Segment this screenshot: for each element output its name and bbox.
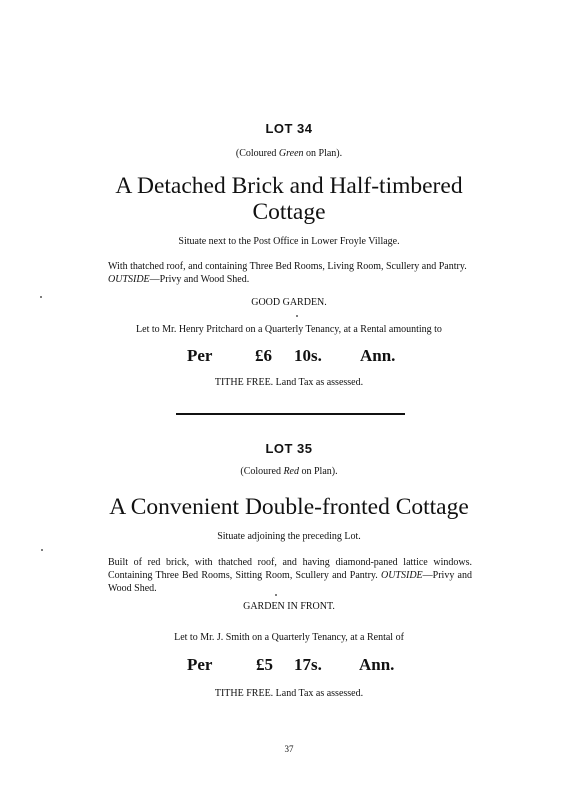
- lot-35-description-text: Built of red brick, with thatched roof, and having diamond-paned lattice windows. Containing Three Bed Rooms, Sitting Room, Scullery and Pantry.: [108, 557, 472, 581]
- lot-34-heading: LOT 34: [265, 121, 313, 136]
- section-divider: [176, 413, 405, 415]
- rent-ann: Ann.: [359, 655, 395, 674]
- page-number: 37: [284, 744, 294, 754]
- lot-35-rent: [0, 655, 578, 677]
- rent-ann: Ann.: [360, 346, 396, 365]
- lot-34-garden: GOOD GARDEN.: [251, 297, 327, 308]
- lot-34-tenancy: Let to Mr. Henry Pritchard on a Quarterly Tenancy, at a Rental amounting to: [136, 324, 442, 335]
- lot-35-plan-note: [0, 466, 578, 477]
- plan-note-color: Red: [283, 466, 299, 477]
- lot-34-description: [108, 260, 472, 286]
- lot-34-plan-note: [0, 148, 578, 159]
- plan-note-suffix: on Plan).: [303, 148, 343, 159]
- lot-35-title: A Convenient Double-fronted Cottage: [109, 494, 469, 520]
- rent-pounds: £5: [256, 655, 273, 674]
- rent-per: Per: [187, 655, 213, 674]
- rent-shillings: 17s.: [294, 655, 322, 674]
- print-speck: [40, 296, 42, 298]
- print-speck: [296, 315, 298, 317]
- lot-34-title-line-1: A Detached Brick and Half-timbered: [115, 173, 463, 199]
- lot-35-description: [108, 556, 472, 595]
- lot-34-rent: [0, 346, 578, 368]
- lot-34-title-line-2: Cottage: [252, 199, 326, 225]
- lot-35-heading: LOT 35: [265, 441, 313, 456]
- lot-34-description-text: With thatched roof, and containing Three Bed Rooms, Living Room, Scullery and Pantry.: [108, 261, 467, 272]
- lot-35-outside-text: —Privy and Wood Shed.: [108, 570, 472, 594]
- lot-35-location: Situate adjoining the preceding Lot.: [217, 531, 361, 542]
- plan-note-suffix: on Plan).: [298, 466, 338, 477]
- lot-35-tithe: TITHE FREE. Land Tax as assessed.: [214, 688, 364, 699]
- rent-pounds: £6: [255, 346, 272, 365]
- plan-note-color: Green: [278, 148, 304, 159]
- lot-34-outside-label: OUTSIDE: [108, 274, 150, 285]
- plan-note-prefix: (Coloured: [235, 148, 279, 159]
- lot-35-tenancy: Let to Mr. J. Smith on a Quarterly Tenancy, at a Rental of: [174, 632, 404, 643]
- lot-35-garden: GARDEN IN FRONT.: [243, 601, 335, 612]
- lot-34-location: Situate next to the Post Office in Lower Froyle Village.: [178, 236, 400, 247]
- lot-35-outside-label: OUTSIDE: [380, 570, 423, 581]
- lot-34-tithe: TITHE FREE. Land Tax as assessed.: [214, 377, 364, 388]
- print-speck: [41, 549, 43, 551]
- lot-34-outside-text: —Privy and Wood Shed.: [149, 274, 250, 285]
- plan-note-prefix: (Coloured: [240, 466, 284, 477]
- print-speck: [275, 594, 277, 596]
- rent-shillings: 10s.: [294, 346, 322, 365]
- rent-per: Per: [187, 346, 213, 365]
